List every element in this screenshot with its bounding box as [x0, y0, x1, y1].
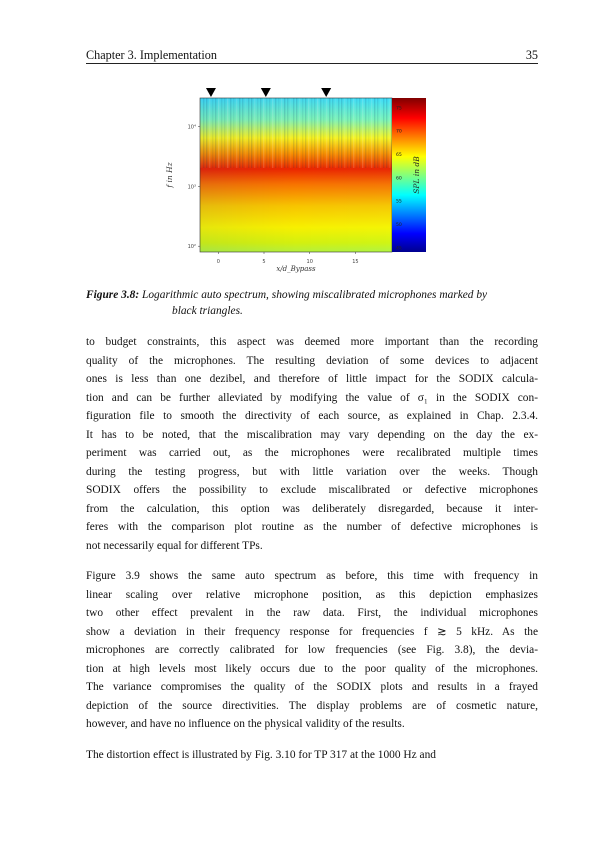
colorbar-label: SPL in dB — [412, 156, 421, 194]
streak — [221, 98, 222, 168]
miscalibration-marker — [321, 88, 331, 97]
streak — [353, 98, 354, 168]
x-tick-label: 0 — [216, 259, 220, 265]
text-line: not necessarily equal for different TPs. — [86, 539, 263, 552]
colorbar-tick-label: 75 — [396, 106, 402, 112]
streak — [233, 98, 234, 168]
streak — [383, 98, 384, 168]
chapter-title: Chapter 3. Implementation — [86, 48, 217, 62]
miscalibration-marker — [206, 88, 216, 97]
streak — [314, 98, 315, 168]
streak — [341, 98, 342, 168]
text-line: Figure 3.9 shows the same auto spectrum as before, this time with frequency in — [86, 570, 538, 582]
streak — [326, 98, 327, 168]
streak — [380, 98, 381, 168]
auto-spectrum-figure — [160, 80, 450, 275]
streak — [287, 98, 288, 168]
streak — [218, 98, 219, 168]
streak — [356, 98, 357, 168]
x-tick-label: 15 — [352, 259, 359, 265]
streak — [206, 98, 207, 168]
x-axis-label: x/d_Bypass — [276, 265, 316, 273]
text-line: quality of the microphones. The resulting deviation of some devices to adjacent — [86, 354, 538, 367]
streak — [263, 98, 264, 168]
paragraph — [86, 746, 538, 765]
streak — [284, 98, 285, 168]
y-tick-label: 10⁴ — [187, 124, 196, 131]
streak — [377, 98, 378, 168]
x-tick-label: 10 — [306, 259, 313, 265]
streak — [227, 98, 228, 168]
paragraphs — [86, 333, 538, 764]
colorbar-tick-label: 45 — [396, 246, 402, 252]
streak — [260, 98, 261, 168]
streak — [236, 98, 237, 168]
y-tick-label: 10² — [187, 244, 196, 251]
streak — [347, 98, 348, 168]
text-line: during the testing progress, but with little variation over the weeks. Though — [86, 465, 538, 478]
streak — [344, 98, 345, 168]
streak — [224, 98, 225, 168]
streak — [335, 98, 336, 168]
text-line: depiction of the source directivities. The display problems are of cosmetic nature, — [86, 699, 538, 712]
y-tick-label: 10³ — [187, 184, 196, 191]
text-line: tion at high levels most likely occurs due to the poor quality of the microphones. — [86, 662, 538, 675]
text-line: periment was carried out, as the microphones were recalibrated multiple times — [86, 447, 538, 459]
paragraph — [86, 333, 538, 555]
colorbar-tick-label: 50 — [396, 223, 402, 228]
text-line: microphones are correctly calibrated for low frequencies (see Fig. 3.8), the devia- — [86, 644, 538, 656]
streak — [299, 98, 300, 168]
text-line: show a deviation in their frequency response for frequencies f ≳ 5 kHz. As the — [86, 625, 538, 638]
text-line: figuration file to smooth the directivity of each source, as explained in Chap. 2.3.4. — [86, 410, 538, 422]
streak — [269, 98, 270, 168]
y-axis-label: f in Hz — [165, 162, 174, 188]
miscalibration-marker — [261, 88, 271, 97]
text-line: SODIX offers the possibility to exclude miscalibrated or defective microphones — [86, 484, 538, 496]
streak — [242, 98, 243, 168]
caption-line-2: black triangles. — [172, 305, 243, 317]
streak — [248, 98, 249, 168]
page-number: 35 — [525, 48, 538, 62]
streak — [275, 98, 276, 168]
text-line: to budget constraints, this aspect was deemed more important than the recording — [86, 336, 538, 348]
colorbar-tick-label: 60 — [396, 176, 402, 182]
streak — [293, 98, 294, 168]
streak — [251, 98, 252, 168]
streak — [371, 98, 372, 168]
streak — [296, 98, 297, 168]
page-header — [86, 48, 538, 64]
streak — [374, 98, 375, 168]
text-line: linear scaling over relative microphone position, as this depiction emphasizes — [86, 588, 538, 601]
streak — [305, 98, 306, 168]
colorbar — [392, 98, 426, 252]
streak — [278, 98, 279, 168]
streak — [215, 98, 216, 168]
header-rule — [86, 63, 538, 64]
x-tick-label: 5 — [262, 259, 266, 265]
streak — [359, 98, 360, 168]
text-line: two other effect prevalent in the raw data. First, the individual microphones — [86, 607, 538, 619]
streak — [281, 98, 282, 168]
spectrum-plot — [200, 88, 392, 252]
text-line: It has to be noted, that the miscalibration may vary depending on the day the ex- — [86, 428, 538, 441]
colorbar-tick-label: 55 — [396, 199, 402, 205]
streak — [368, 98, 369, 168]
text-line: The distortion effect is illustrated by Fig. 3.10 for TP 317 at the 1000 Hz and — [86, 748, 436, 761]
text-line: The variance compromises the quality of the SODIX plots and results in a frayed — [86, 681, 538, 693]
paragraph — [86, 567, 538, 734]
streak — [254, 98, 255, 168]
x-axis-ticks — [217, 252, 359, 265]
body-text — [86, 333, 538, 764]
text-line: ones is less than one dezibel, and therefore of little impact for the SODIX calcula- — [86, 373, 538, 385]
streak — [302, 98, 303, 168]
streak — [290, 98, 291, 168]
streak — [272, 98, 273, 168]
streak — [332, 98, 333, 168]
y-axis-ticks — [188, 125, 200, 251]
streak — [317, 98, 318, 168]
streak — [350, 98, 351, 168]
text-line: however, and have no influence on the physical validity of the results. — [86, 718, 405, 730]
text-line: feres with the comparison plot routine as the number of defective microphones is — [86, 521, 538, 533]
caption-label: Figure 3.8: — [86, 289, 140, 301]
figure-caption — [86, 287, 538, 319]
streak — [338, 98, 339, 168]
streak — [323, 98, 324, 168]
colorbar-tick-label: 65 — [396, 153, 402, 158]
streak — [311, 98, 312, 168]
caption-line-1: Logarithmic auto spectrum, showing miscalibrated microphones marked by — [142, 289, 488, 301]
streak — [362, 98, 363, 168]
miscalibration-markers — [206, 88, 331, 97]
streak — [257, 98, 258, 168]
text-line: from the calculation, this option was deliberately disregarded, because it inter- — [86, 502, 538, 515]
streak — [320, 98, 321, 168]
streak — [245, 98, 246, 168]
colorbar-tick-label: 70 — [396, 129, 402, 135]
streak — [212, 98, 213, 168]
streak — [209, 98, 210, 168]
streak — [230, 98, 231, 168]
streak — [386, 98, 387, 168]
streak — [308, 98, 309, 168]
streak — [203, 98, 204, 168]
streak — [365, 98, 366, 168]
text-line: tion and can be further alleviated by modifying the value of σ₁ in the SODIX con- — [86, 391, 538, 404]
streak — [239, 98, 240, 168]
streak — [389, 98, 390, 168]
streak — [266, 98, 267, 168]
streak — [329, 98, 330, 168]
